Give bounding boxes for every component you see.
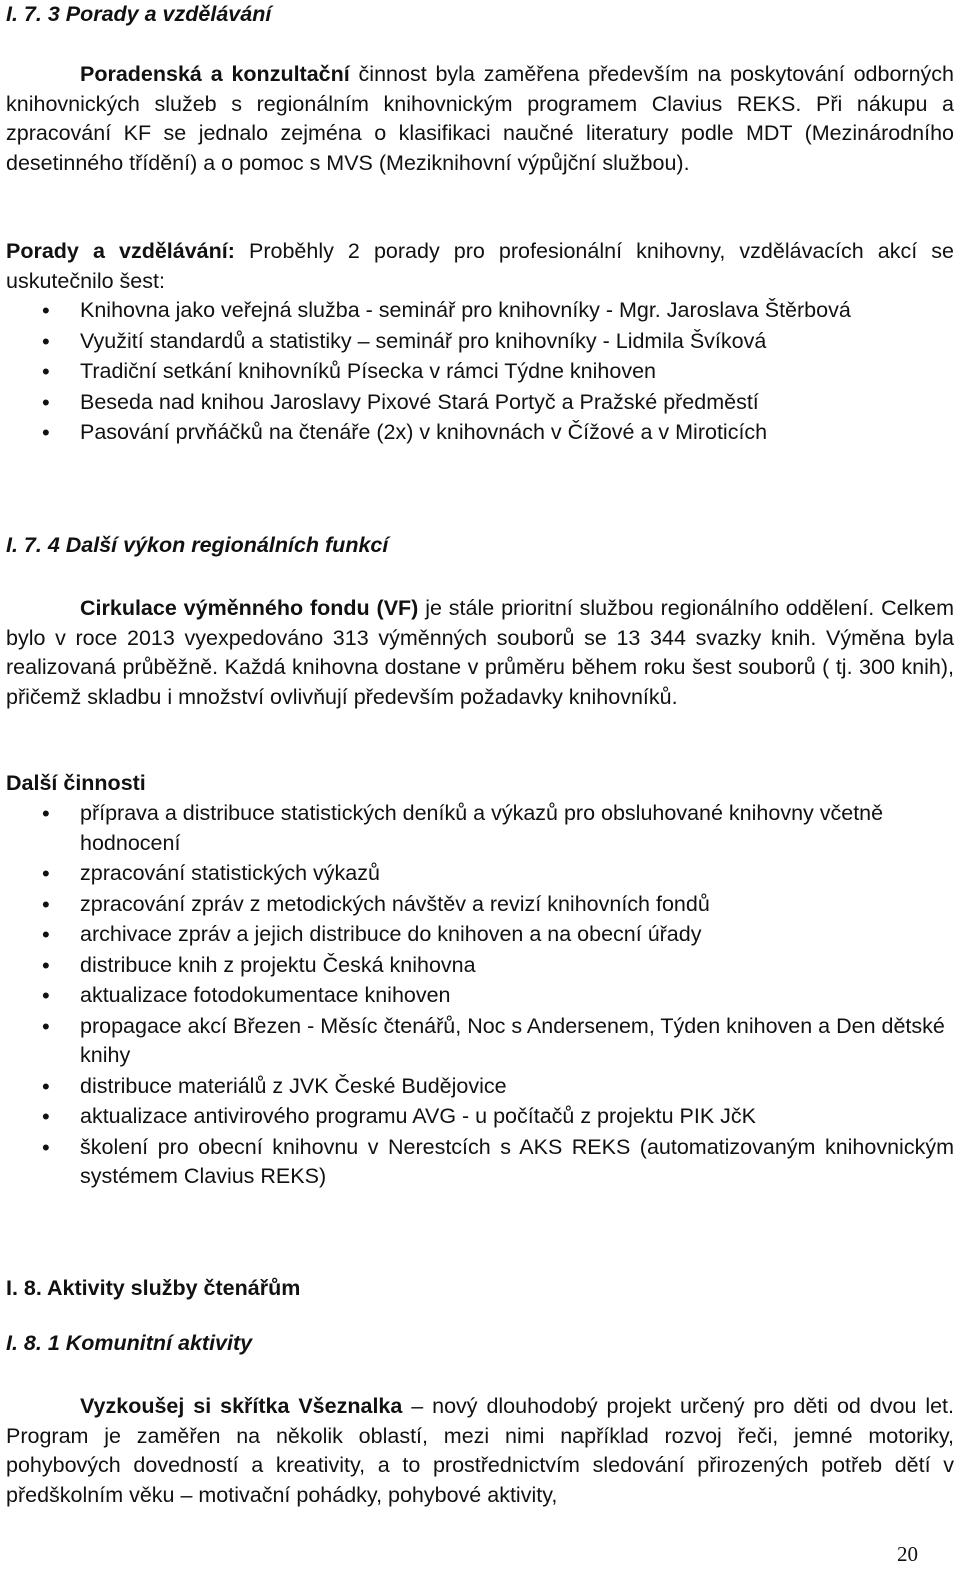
list-item: • Beseda nad knihou Jaroslavy Pixové Stará Portyč a Pražské předměstí xyxy=(6,388,954,418)
paragraph-consulting-lead: Poradenská a konzultační xyxy=(80,62,350,86)
list-item: • zpracování zpráv z metodických návštěv a revizí knihovních fondů xyxy=(6,890,954,920)
list-item: • archivace zpráv a jejich distribuce do knihoven a na obecní úřady xyxy=(6,920,954,950)
list-item: • školení pro obecní knihovnu v Nerestcích s AKS REKS (automatizovaným knihovnickým systémem Clavius REKS) xyxy=(6,1133,954,1192)
list-item: • Knihovna jako veřejná služba - seminář pro knihovníky - Mgr. Jaroslava Štěrbová xyxy=(6,296,954,326)
section-heading-7-3: I. 7. 3 Porady a vzdělávání xyxy=(6,2,272,26)
paragraph-meetings-text: Proběhly 2 porady pro profesionální knihovny, vzdělávacích akcí se uskutečnilo šest: xyxy=(6,239,955,293)
paragraph-community-project-lead: Vyzkoušej si skřítka Všeznalka xyxy=(80,1394,403,1418)
paragraph-meetings-lead: Porady a vzdělávání: xyxy=(6,239,235,263)
list-item: • aktualizace fotodokumentace knihoven xyxy=(6,981,954,1011)
list-item: • Pasování prvňáčků na čtenáře (2x) v knihovnách v Čížové a v Miroticích xyxy=(6,418,954,448)
training-list xyxy=(6,296,954,449)
list-item: • aktualizace antivirového programu AVG - u počítačů z projektu PIK JčK xyxy=(6,1102,954,1132)
paragraph-exchange-fund xyxy=(6,594,954,712)
section-heading-8: I. 8. Aktivity služby čtenářům xyxy=(6,1276,301,1300)
paragraph-exchange-fund-text: je stále prioritní službou regionálního oddělení. Celkem bylo v roce 2013 vyexpedováno 313 výměnných souborů se 13 344 svazky knih. Výměna byla realizovaná průběžně. Každá knihovna dostane v průměru během roku šest souborů ( tj. 300 knih), přičemž skladbu i množství ovlivňují především požadavky knihovníků. xyxy=(6,596,954,709)
paragraph-consulting xyxy=(6,60,954,178)
paragraph-community-project-text: – nový dlouhodobý projekt určený pro děti od dvou let. Program je zaměřen na několik oblastí, mezi nimi například rozvoj řeči, jemné motoriky, pohybových dovedností a kreativity, a to prostřednictvím sledování přirozených potřeb dětí v předškolním věku – motivační pohádky, pohybové aktivity, xyxy=(6,1394,955,1507)
paragraph-exchange-fund-lead: Cirkulace výměnného fondu (VF) xyxy=(80,596,419,620)
list-item: • propagace akcí Březen - Měsíc čtenářů, Noc s Andersenem, Týden knihoven a Den dětské knihy xyxy=(6,1012,954,1071)
list-item: • distribuce materiálů z JVK České Budějovice xyxy=(6,1072,954,1102)
paragraph-consulting-text: činnost byla zaměřena především na poskytování odborných knihovnických služeb s regionálním knihovnickým programem Clavius REKS. Při nákupu a zpracování KF se jednalo zejména o klasifikaci naučné literatury podle MDT (Mezinárodního desetinného třídění) a o pomoc s MVS (Meziknihovní výpůjční službou). xyxy=(6,62,954,175)
list-item: • zpracování statistických výkazů xyxy=(6,859,954,889)
list-item: • distribuce knih z projektu Česká knihovna xyxy=(6,951,954,981)
page-number: 20 xyxy=(897,1542,918,1566)
other-activities-list xyxy=(6,799,954,1193)
list-item: • Tradiční setkání knihovníků Písecka v rámci Týdne knihoven xyxy=(6,357,954,387)
subheading-other-activities: Další činnosti xyxy=(6,771,146,795)
paragraph-community-project xyxy=(6,1392,954,1510)
paragraph-meetings xyxy=(6,237,954,296)
section-heading-8-1: I. 8. 1 Komunitní aktivity xyxy=(6,1331,253,1355)
list-item: • příprava a distribuce statistických deníků a výkazů pro obsluhované knihovny včetně hodnocení xyxy=(6,799,954,858)
list-item: • Využití standardů a statistiky – seminář pro knihovníky - Lidmila Švíková xyxy=(6,327,954,357)
section-heading-7-4: I. 7. 4 Další výkon regionálních funkcí xyxy=(6,533,389,557)
